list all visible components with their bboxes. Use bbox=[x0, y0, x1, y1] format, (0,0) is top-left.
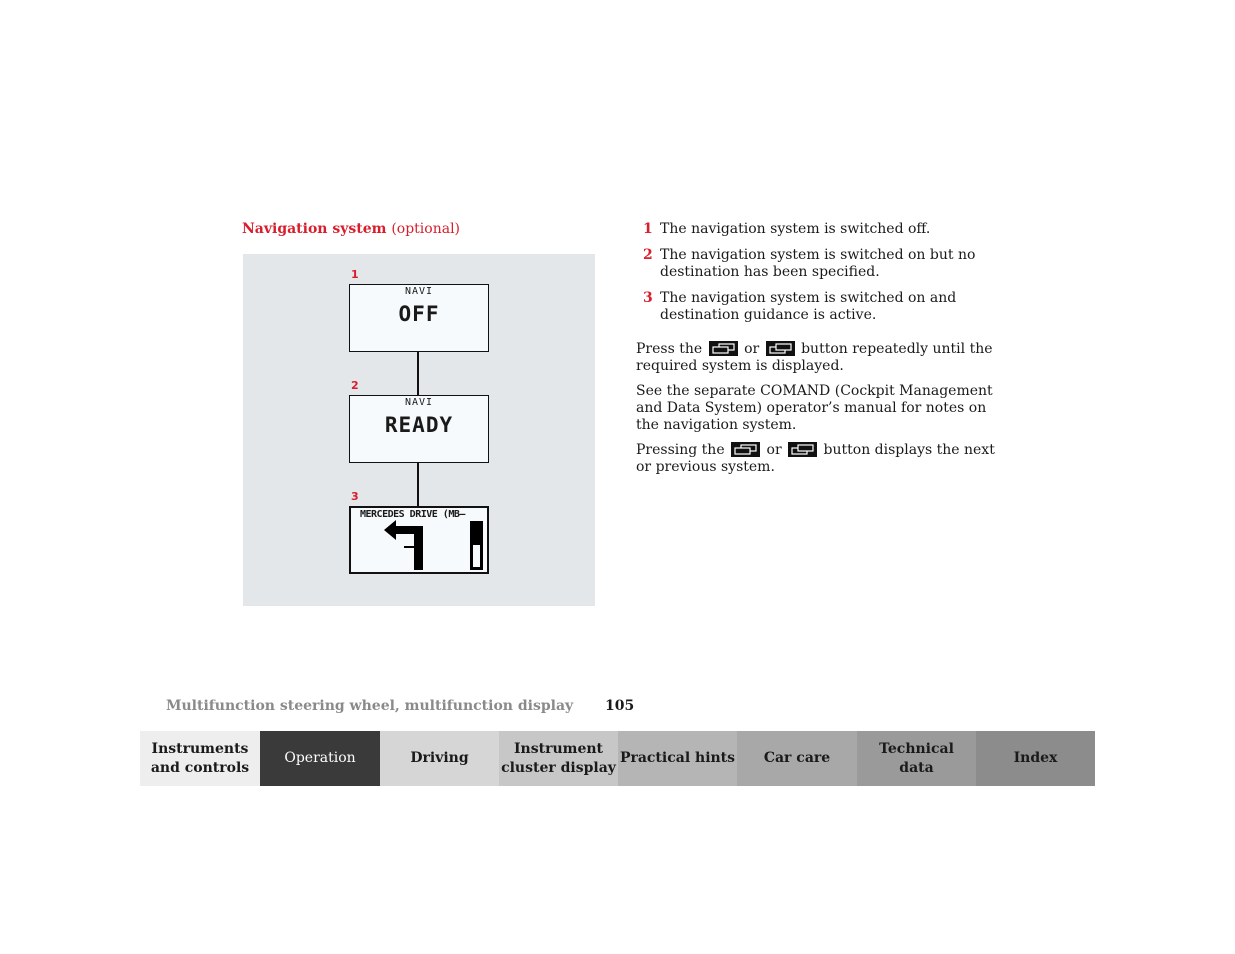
status-list bbox=[643, 221, 1003, 333]
section-title-optional: (optional) bbox=[391, 221, 461, 237]
para-text: button repeatedly until the required system is displayed. bbox=[636, 341, 993, 374]
tab-instrument-cluster-display[interactable] bbox=[499, 731, 618, 786]
para-text: or bbox=[766, 442, 782, 458]
tab-index[interactable] bbox=[976, 731, 1095, 786]
tab-operation[interactable] bbox=[260, 731, 380, 786]
display-navi-ready bbox=[349, 395, 489, 463]
tab-label: Index bbox=[1013, 750, 1058, 766]
display-marker-2: 2 bbox=[351, 379, 359, 392]
para-text: button displays the next or previous system. bbox=[636, 442, 995, 475]
list-item-text: The navigation system is switched on and destination guidance is active. bbox=[660, 290, 957, 323]
display-label: NAVI bbox=[404, 286, 434, 297]
display-ticker: MERCEDES DRIVE (MB– bbox=[360, 509, 465, 520]
connector-line bbox=[417, 463, 419, 506]
section-title bbox=[242, 221, 460, 237]
page-number: 105 bbox=[605, 698, 635, 714]
display-previous-button-icon bbox=[788, 442, 817, 457]
instruction-pressing-button bbox=[636, 442, 996, 476]
display-label: NAVI bbox=[404, 397, 434, 408]
para-text: Press the bbox=[636, 341, 703, 357]
tab-label: Driving bbox=[410, 750, 469, 766]
tab-label: Instrument cluster display bbox=[501, 740, 616, 776]
tab-label: Operation bbox=[284, 750, 356, 766]
list-item bbox=[643, 290, 1003, 324]
chapter-tabs bbox=[140, 731, 1095, 786]
list-item-text: The navigation system is switched off. bbox=[660, 221, 931, 237]
tab-label: Practical hints bbox=[619, 750, 736, 766]
tab-label: Car care bbox=[763, 750, 831, 766]
tab-practical-hints[interactable] bbox=[618, 731, 737, 786]
footer-chapter-title: Multifunction steering wheel, multifunction display bbox=[166, 698, 574, 714]
display-value: READY bbox=[384, 413, 454, 437]
tab-label: Instruments and controls bbox=[150, 740, 250, 776]
instruction-see-manual: See the separate COMAND (Cockpit Management and Data System) operator’s manual for notes on the navigation system. bbox=[636, 383, 993, 433]
navigation-display-figure bbox=[243, 254, 595, 606]
display-value: OFF bbox=[398, 302, 440, 326]
display-previous-button-icon bbox=[766, 341, 795, 356]
list-item bbox=[643, 221, 1003, 238]
list-item-number: 3 bbox=[643, 290, 653, 306]
display-marker-1: 1 bbox=[351, 268, 359, 281]
display-marker-3: 3 bbox=[351, 490, 359, 503]
distance-bar-gauge bbox=[351, 508, 487, 572]
display-guidance-active bbox=[349, 506, 489, 574]
display-next-button-icon bbox=[709, 341, 738, 356]
list-item-number: 1 bbox=[643, 221, 653, 237]
list-item-number: 2 bbox=[643, 247, 653, 263]
display-next-button-icon bbox=[731, 442, 760, 457]
tab-label: Technical data bbox=[879, 740, 954, 776]
tab-technical-data[interactable] bbox=[857, 731, 976, 786]
instruction-press-button bbox=[636, 341, 996, 375]
section-title-text: Navigation system bbox=[242, 221, 387, 237]
para-text: or bbox=[744, 341, 760, 357]
tab-driving[interactable] bbox=[380, 731, 499, 786]
display-navi-off bbox=[349, 284, 489, 352]
tab-car-care[interactable] bbox=[737, 731, 857, 786]
list-item bbox=[643, 247, 1003, 281]
para-text: Pressing the bbox=[636, 442, 725, 458]
tab-instruments-and-controls[interactable] bbox=[140, 731, 260, 786]
connector-line bbox=[417, 352, 419, 395]
list-item-text: The navigation system is switched on but no destination has been specified. bbox=[660, 247, 976, 280]
